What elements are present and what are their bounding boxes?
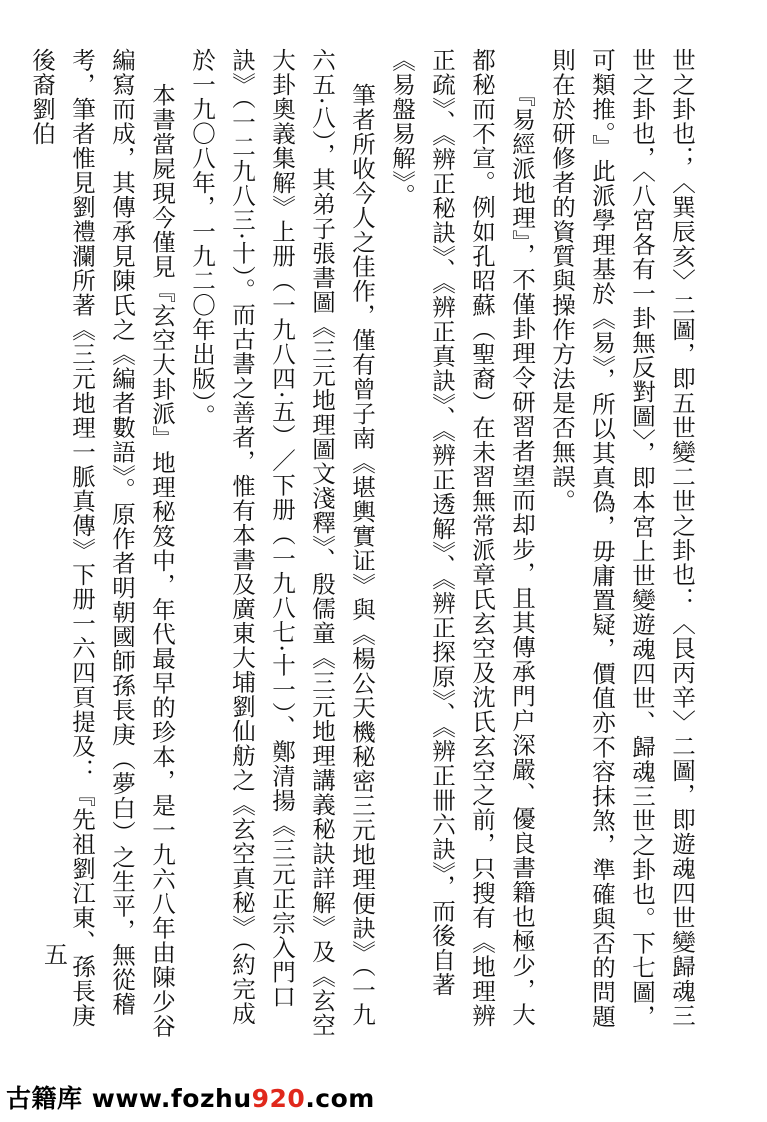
- page-number: 五: [44, 941, 68, 969]
- site-url-suffix: .com: [305, 1084, 375, 1113]
- site-name: 古籍库: [6, 1084, 83, 1113]
- paragraph-2: 『易經派地理』，不僅卦理令研習者望而却步，且其傳承門户深嚴、優良書籍也極少，大都秘而不宣。例如孔昭蘇（聖裔）在未習無常派章氏玄空及沈氏玄空之前，只搜有《地理辨正疏》、《辨正秘訣》、《辨正真訣》、《辨正透解》、《辨正探原》、《辨正卌六訣》，而後自著《易盤易解》。: [388, 48, 536, 1028]
- site-url-number: 920: [251, 1084, 306, 1113]
- paragraph-3: 筆者所收今人之佳作，僅有曾子南《堪輿實证》與《楊公天機秘密三元地理便訣》（一九六五·八），其弟子張書圖《三元地理圖文淺釋》、殷儒童《三元地理講義秘訣詳解》及《玄空大卦奧義集解》上册（一九八四·五）／下册（一九八七·十一）、鄭清揚《三元正宗入門口訣》（一二九八三·十）。而古書之善者，惟有本書及廣東大埔劉仙舫之《玄空真秘》（約完成於一九〇八年，一九二〇年出版）。: [188, 48, 376, 1038]
- watermark-footer: [6, 1079, 375, 1115]
- paragraph-4: 本書當屍現今僅見『玄空大卦派』地理秘笈中，年代最早的珍本，是一九六八年由陳少谷編寫而成，其傳承見陳氏之《編者數語》。原作者明朝國師孫長庚（夢白）之生平，無從稽考，筆者惟見劉禮瀾所著《三元地理一脈真傳》下册一六四頁提及：『先祖劉江東、孫長庚後裔劉伯: [28, 48, 176, 1039]
- paragraph-1: 世之卦也；〈巽辰亥〉二圖，即五世變二世之卦也：〈艮丙辛〉二圖，即遊魂四世變歸魂三世之卦也，〈八宮各有一卦無反對圖〉，即本宮上世變遊魂四世、歸魂三世之卦也。下七圖，可類推。』此派學理基於《易》，所以其真偽，毋庸置疑，價值亦不容抹煞，準確與否的問題則在於研修者的資質與操作方法是否無誤。: [548, 48, 696, 1029]
- site-url-prefix: www.fozhu: [91, 1084, 252, 1113]
- page-body: [28, 48, 702, 1040]
